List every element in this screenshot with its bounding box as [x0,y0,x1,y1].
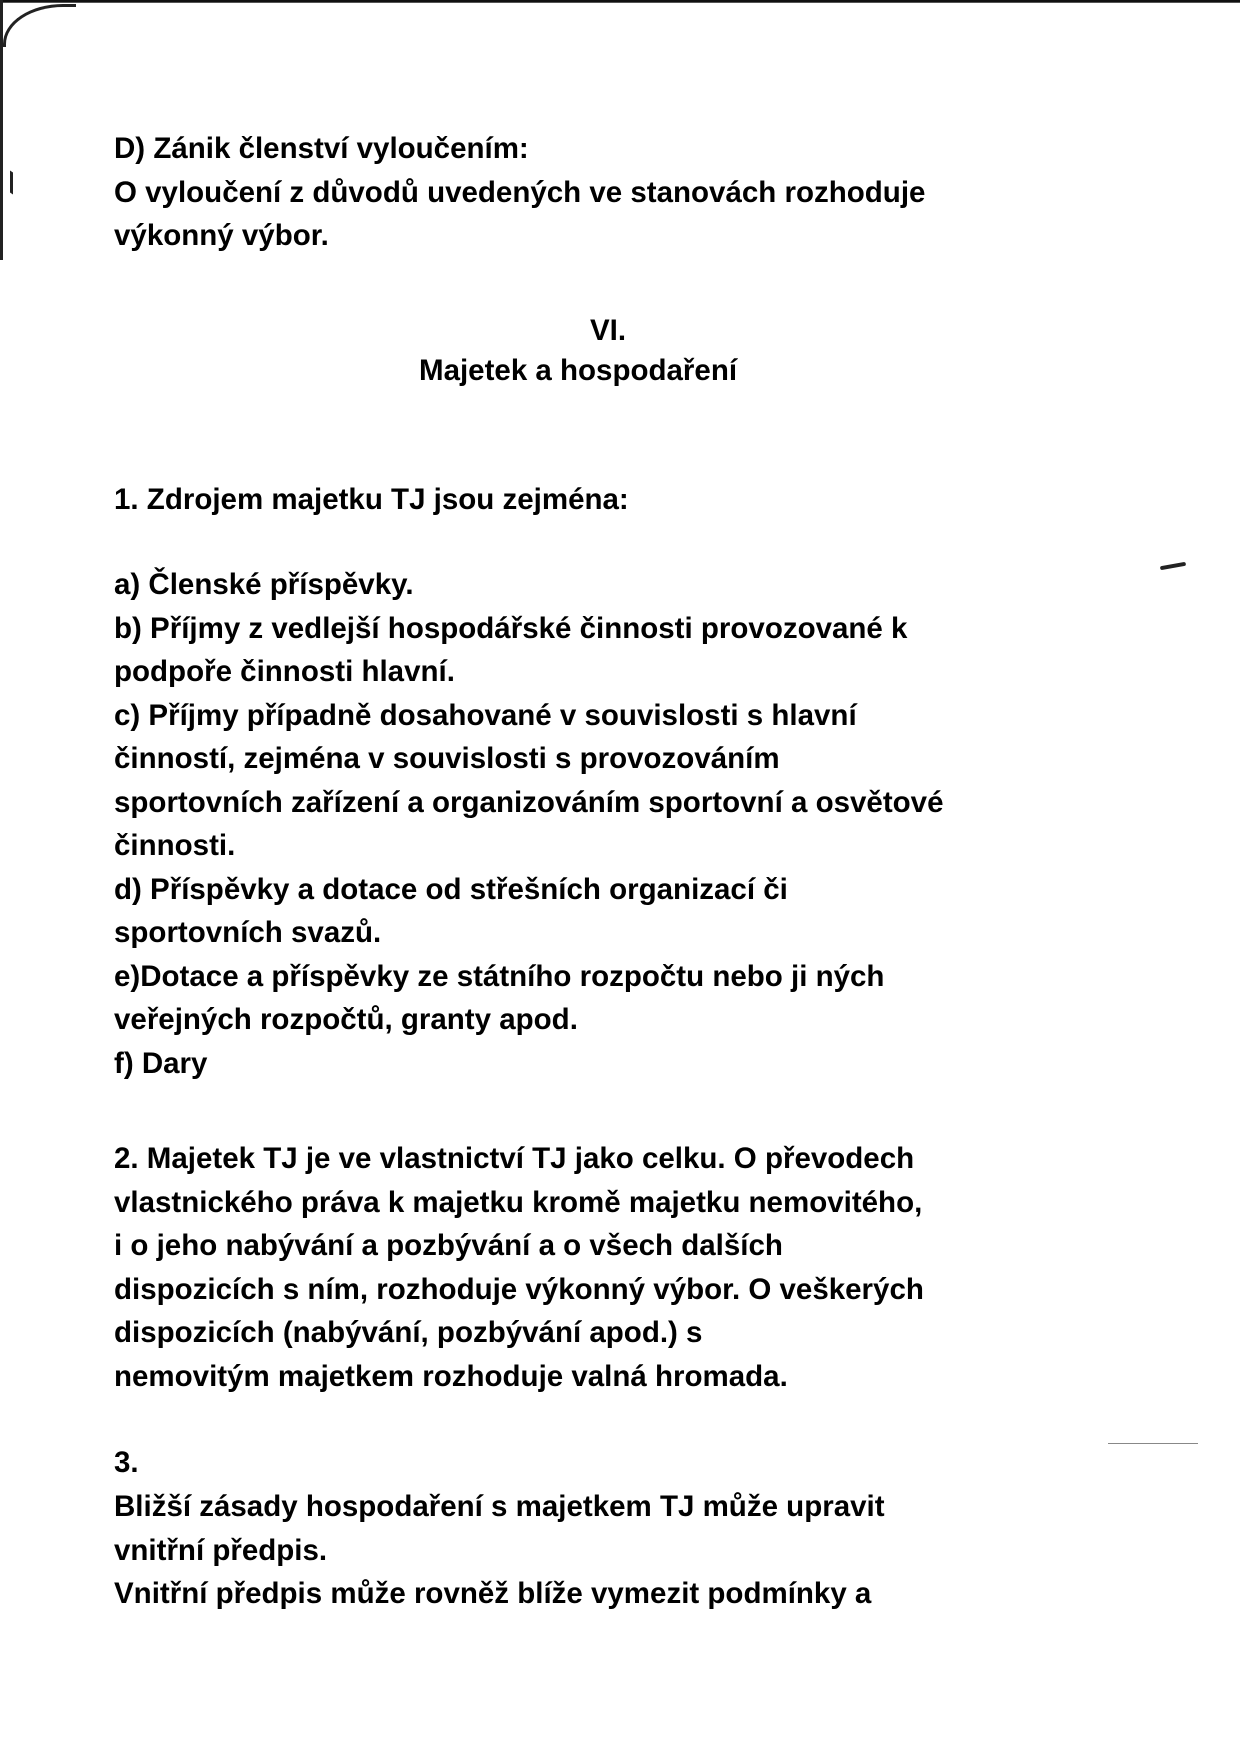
point-1-heading: 1. Zdrojem majetku TJ jsou zejména: [114,483,629,516]
section-d-paragraph [114,127,925,258]
list-item-c-cont: činností, zejména v souvislosti s provozováním [114,742,780,775]
text-line: O vyloučení z důvodů uvedených ve stanovách rozhoduje [114,175,926,209]
point-3-number: 3. [114,1446,139,1479]
list-item-d-cont: sportovních svazů. [114,916,382,949]
list-item-e-cont: veřejných rozpočtů, granty apod. [114,1003,578,1036]
list-item-e: e)Dotace a příspěvky ze státního rozpočtu nebo ji ných [114,959,885,993]
list-item-c-cont: činnosti. [114,829,236,862]
text-line: dispozicích s ním, rozhoduje výkonný výbor. O veškerých [114,1272,924,1306]
list-item-b-cont: podpoře činnosti hlavní. [114,655,455,688]
scan-border-top [0,0,1240,6]
text-line: Vnitřní předpis může rovněž blíže vymezit podmínky a [114,1577,872,1610]
text-line: vlastnického práva k majetku kromě majetku nemovitého, [114,1185,923,1219]
text-line: dispozicích (nabývání, pozbývání apod.) s [114,1316,703,1349]
point-2-paragraph [114,1137,924,1398]
point-1-list [114,563,943,1085]
text-line: D) Zánik členství vyloučením: [114,132,529,165]
scan-corner-artifact [3,4,76,47]
list-item-f: f) Dary [114,1046,208,1080]
scan-line-artifact [1108,1443,1198,1444]
list-item-b: b) Příjmy z vedlejší hospodářské činnosti provozované k [114,611,908,645]
text-line: výkonný výbor. [114,219,329,252]
list-item-a: a) Členské příspěvky. [114,568,414,601]
text-line: i o jeho nabývání a pozbývání a o všech dalších [114,1229,783,1262]
list-item-d: d) Příspěvky a dotace od střešních organizací či [114,872,788,906]
section-number: VI. [590,314,627,347]
text-line: nemovitým majetkem rozhoduje valná hromada. [114,1359,788,1393]
section-title: Majetek a hospodaření [419,354,738,387]
text-line: vnitřní předpis. [114,1533,328,1567]
list-item-c: c) Příjmy případně dosahované v souvislosti s hlavní [114,698,857,732]
list-item-c-cont: sportovních zařízení a organizováním sportovní a osvětové [114,785,944,819]
text-line: 2. Majetek TJ je ve vlastnictví TJ jako celku. O převodech [114,1142,915,1175]
text-line: Bližší zásady hospodaření s majetkem TJ může upravit [114,1490,885,1523]
scan-mark-artifact [1160,562,1186,570]
point-3-paragraph [114,1485,885,1616]
